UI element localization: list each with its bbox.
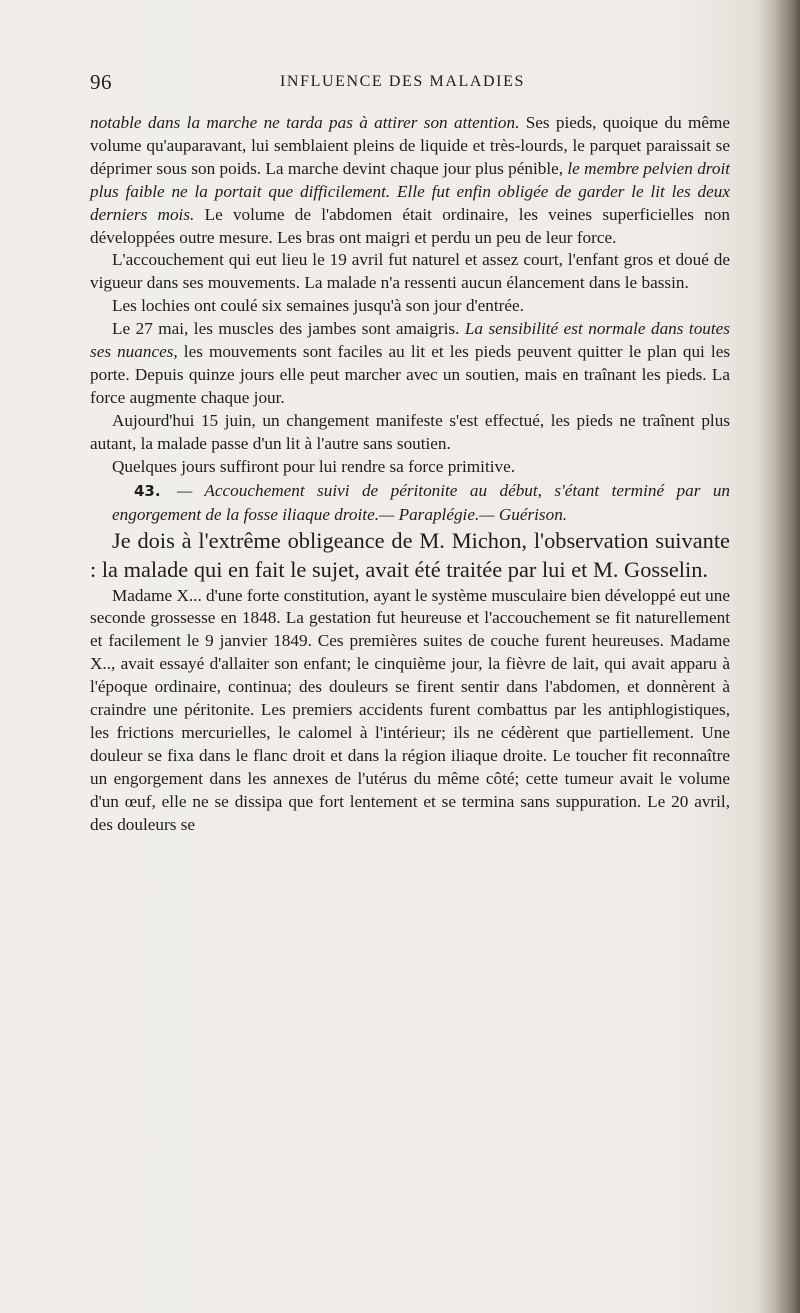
text-span: Le 27 mai, les muscles des jambes sont amaigris. [112,319,465,339]
case-title: — Accouchement suivi de péritonite au début, s'étant terminé par un engorgement de la fosse iliaque droite.— Paraplégie.— Guérison. [112,480,731,524]
page-body [90,112,730,836]
case-number: 43. [134,481,161,500]
paragraph [90,456,730,479]
text-span: Le volume de l'abdomen était ordinaire, les veines superficielles non développées outre mesure. Les bras ont maigri et perdu un peu de leur force. [90,204,730,247]
intro-paragraph: Je dois à l'extrême obligeance de M. Michon, l'observation suivante : la malade qui en fait le sujet, avait été traitée par lui et M. Gosselin. [90,527,730,582]
running-head: INFLUENCE DES MALADIES [280,73,525,90]
paragraph [90,295,730,318]
page-header [90,70,730,96]
paragraph [90,249,730,295]
text-span: Ses pieds, quoique du même volume qu'auparavant, lui semblaient pleins de liquide et très-lourds, le parquet paraissait se déprimer sous son poids. La marche devint chaque jour plus pénible, [90,113,730,178]
text-span: Aujourd'hui 15 juin, un changement manifeste s'est effectué, les pieds ne traînent plus autant, la malade passe d'un lit à l'autre sans soutien. [90,410,730,453]
italic-text: notable dans la marche ne tarda pas à attirer son attention. [90,113,520,132]
paragraph [90,318,730,410]
paragraph-case-description: Madame X... d'une forte constitution, ayant le système musculaire bien développé eut une seconde grossesse en 1848. La gestation fut heureuse et l'accouchement se fit naturellement et facilement le 9 janvier 1849. Ces premières suites de couche furent heureuses. Madame X.., avait essayé d'allaiter son enfant; le cinquième jour, la fièvre de lait, qui avait apparu à l'époque ordinaire, continua; des douleurs se firent sentir dans l'abdomen, et donnèrent à craindre une péritonite. Les premiers accidents furent combattus par les antiphlogistiques, les frictions mercurielles, le calomel à l'intérieur; ils ne cédèrent que partiellement. Une douleur se fixa dans le flanc droit et dans la région iliaque droite. Le toucher fit reconnaître un engorgement dans les annexes de l'utérus du même côté; cette tumeur avait le volume d'un œuf, elle ne se dissipa que fort lentement et se termina sans suppuration. Le 20 avril, des douleurs se [90,585,730,834]
italic-text: le membre pelvien droit plus faible ne la portait que difficilement. Elle fut enfin obligée de garder le lit les deux derniers mois. [90,158,730,224]
italic-text: La sensibilité est normale dans toutes ses nuances, [90,319,730,362]
paragraph-continued [90,112,730,249]
text-span: les mouvements sont faciles au lit et les pieds peuvent quitter le plan qui les porte. Depuis quinze jours elle peut marcher avec un soutien, mais en traînant les pieds. La force augmente chaque jour. [90,342,731,407]
case-heading [90,479,730,526]
text-span: L'accouchement qui eut lieu le 19 avril fut naturel et assez court, l'enfant gros et doué de vigueur dans ses mouvements. La malade n'a ressenti aucun élancement dans le bassin. [90,250,730,293]
page-number: 96 [90,70,112,94]
page-edge-shadow [758,0,800,1313]
paragraph [90,410,730,456]
text-span: Quelques jours suffiront pour lui rendre sa force primitive. [112,456,516,476]
text-span: Les lochies ont coulé six semaines jusqu'à son jour d'entrée. [112,296,524,316]
